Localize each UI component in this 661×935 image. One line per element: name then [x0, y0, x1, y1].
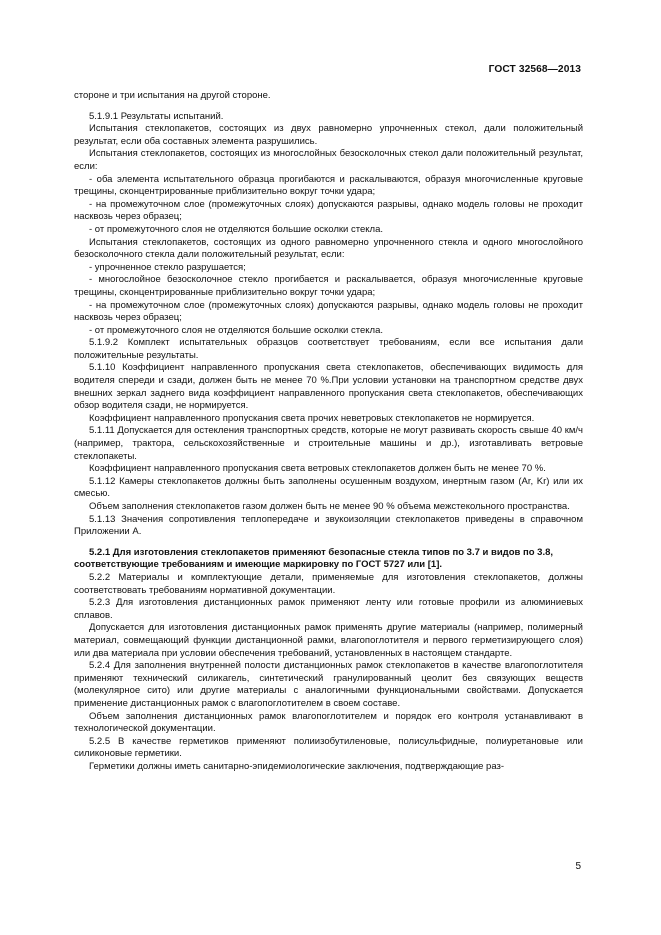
- paragraph: 5.1.13 Значения сопротивления теплопередаче и звукоизоляции стеклопакетов приведены в справочном Приложении А.: [74, 513, 583, 538]
- paragraph: - от промежуточного слоя не отделяются большие осколки стекла.: [89, 223, 383, 235]
- paragraph: Объем заполнения стеклопакетов газом должен быть не менее 90 % объема межстекольного пространства.: [89, 501, 570, 512]
- paragraph: Коэффициент направленного пропускания света ветровых стеклопакетов должен быть не менее 70 %.: [89, 463, 546, 475]
- paragraph: 5.2.3 Для изготовления дистанционных рамок применяют ленту или готовые профили из алюминиевых сплавов.: [74, 597, 583, 621]
- paragraph: - от промежуточного слоя не отделяются большие осколки стекла.: [89, 324, 383, 336]
- paragraph: - оба элемента испытательного образца прогибаются и раскалываются, образуя многочисленные круговые трещины, сконцентрированные приблизительно вокруг точки удара;: [74, 173, 583, 198]
- section-heading: 5.2.1 Для изготовления стеклопакетов применяют безопасные стекла типов по 3.7 и видов по 3.8, соответствующие требованиям и имеющие маркировку по ГОСТ 5727 или [1].: [74, 546, 554, 571]
- paragraph: Герметики должны иметь санитарно-эпидемиологические заключения, подтверждающие раз-: [89, 760, 505, 772]
- standard-header: ГОСТ 32568—2013: [488, 64, 581, 75]
- paragraph: Испытания стеклопакетов, состоящих из одного равномерно упрочненного стекла и одного многослойного безосколочного стекла дали положительный результат, если:: [74, 236, 583, 261]
- paragraph: 5.1.11 Допускается для остекления транспортных средств, которые не могут развивать скорость свыше 40 км/ч (например, трактора, сельскохозяйственные и строительные машины и др.), изготавливать ветровые стеклопакеты.: [74, 425, 583, 462]
- paragraph: Испытания стеклопакетов, состоящих из многослойных безосколочных стекол дали положительный результат, если:: [74, 148, 583, 172]
- page-number: 5: [575, 861, 581, 872]
- paragraph: Допускается для изготовления дистанционных рамок применять другие материалы (например, полимерный материал, совмещающий функции дистанционной рамки, влагопоглотителя и первого герметизирующего слоя) или два материала при условии обеспечения требований, установленных в настоящем стандарте.: [74, 622, 583, 659]
- paragraph: - упрочненное стекло разрушается;: [89, 261, 246, 273]
- paragraph: 5.1.12 Камеры стеклопакетов должны быть заполнены осушенным воздухом, инертным газом (Ar, Kr) или их смесью.: [74, 475, 583, 500]
- paragraph: - многослойное безосколочное стекло прогибается и раскалывается, образуя многочисленные круговые трещины, сконцентрированные приблизительно вокруг точки удара;: [74, 274, 583, 298]
- paragraph: 5.2.4 Для заполнения внутренней полости дистанционных рамок стеклопакетов в качестве влагопоглотителя применяют технический силикагель, синтетический гранулированный цеолит без связующих веществ (молекулярное сито) или другие материалы с аналогичными функциональными свойствами. Допускается применение дистанционных рамок с влагопоглотителем в своем составе.: [74, 660, 583, 709]
- paragraph: 5.2.2 Материалы и комплектующие детали, применяемые для изготовления стеклопакетов, должны соответствовать требованиям нормативной документации.: [74, 571, 583, 596]
- paragraph: стороне и три испытания на другой стороне.: [74, 90, 271, 101]
- paragraph: Объем заполнения дистанционных рамок влагопоглотителем и порядок его контроля устанавливают в технологической документации.: [74, 710, 583, 735]
- document-body: [74, 90, 583, 773]
- paragraph: - на промежуточном слое (промежуточных слоях) допускаются разрывы, однако модель головы не проходит насквозь через образец;: [74, 299, 583, 324]
- paragraph: 5.2.5 В качестве герметиков применяют полиизобутиленовые, полисульфидные, полиуретановые или силиконовые герметики.: [74, 735, 583, 760]
- paragraph: Коэффициент направленного пропускания света прочих неветровых стеклопакетов не нормируется.: [89, 412, 535, 424]
- paragraph: 5.1.10 Коэффициент направленного пропускания света стеклопакетов, обеспечивающих видимость для водителя спереди и сзади, должен быть не менее 70 %.При условии установки на транспортном средстве двух внешних зеркал заднего вида коэффициент направленного пропускания света стеклопакетов, обеспечивающих обзор водителя сзади, не нормируется.: [74, 362, 583, 412]
- paragraph: 5.1.9.2 Комплект испытательных образцов соответствует требованиям, если все испытания дали положительные результаты.: [74, 337, 583, 361]
- paragraph: 5.1.9.1 Результаты испытаний.: [89, 110, 224, 122]
- spacer: [74, 539, 583, 547]
- paragraph: - на промежуточном слое (промежуточных слоях) допускаются разрывы, однако модель головы не проходит насквозь через образец;: [74, 198, 583, 223]
- spacer: [74, 103, 583, 111]
- paragraph: Испытания стеклопакетов, состоящих из двух равномерно упрочненных стекол, дали положительный результат, если оба составных элемента разрушились.: [74, 123, 583, 147]
